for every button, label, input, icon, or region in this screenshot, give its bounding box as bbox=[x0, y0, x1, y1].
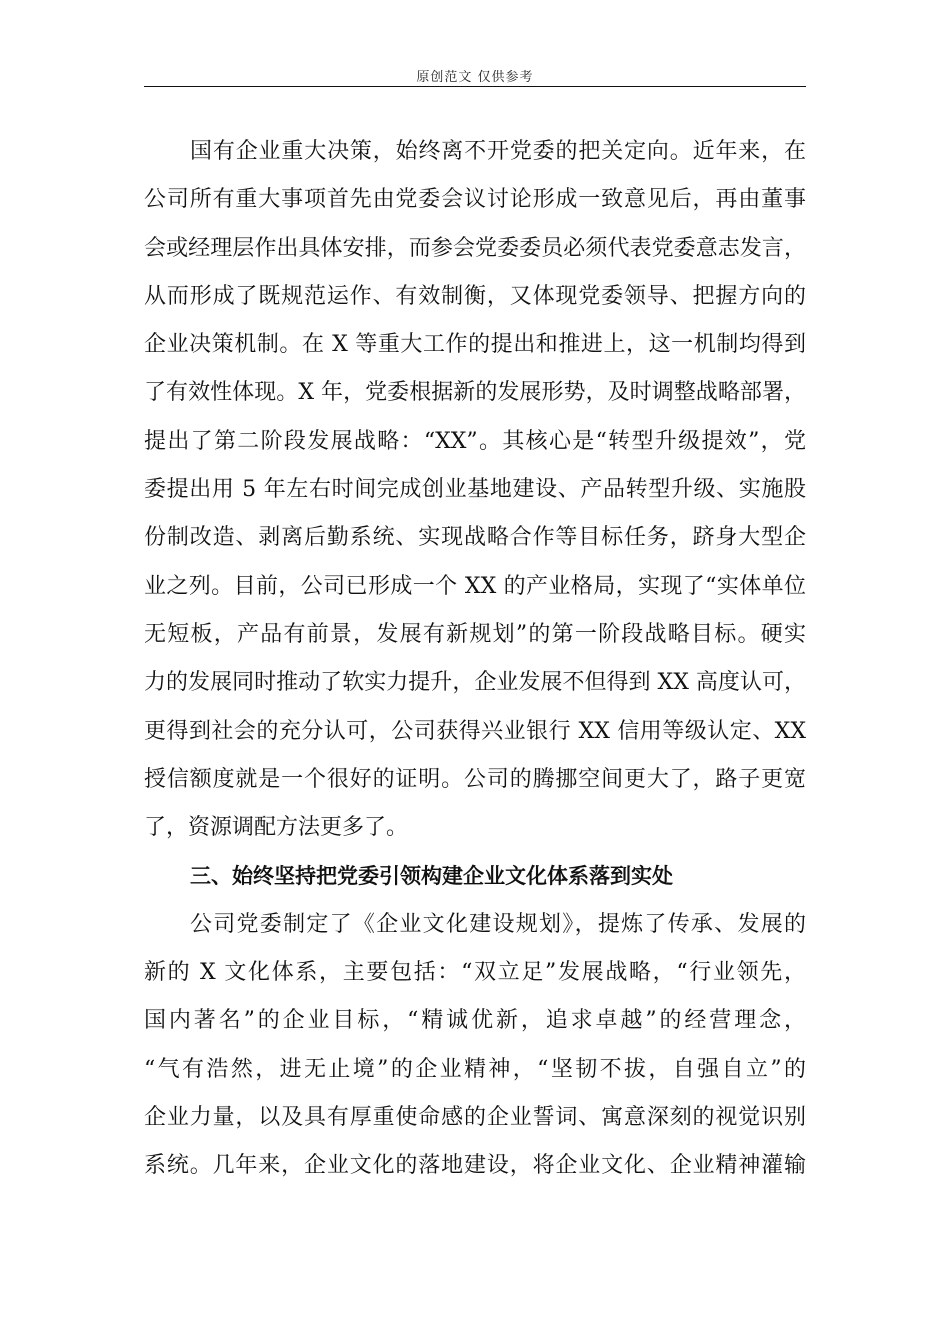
body-line: 企业力量，以及具有厚重使命感的企业誓词、寓意深刻的视觉识别 bbox=[144, 1104, 806, 1130]
body-line: 业之列。目前，公司已形成一个 XX 的产业格局，实现了“实体单位 bbox=[144, 573, 806, 599]
body-line: 力的发展同时推动了软实力提升，企业发展不但得到 XX 高度认可， bbox=[144, 670, 806, 696]
header-divider bbox=[144, 86, 806, 87]
body-line: 国内著名”的企业目标，“精诚优新，追求卓越”的经营理念， bbox=[144, 1008, 806, 1034]
document-body bbox=[144, 128, 806, 1191]
section-heading: 三、始终坚持把党委引领构建企业文化体系落到实处 bbox=[190, 864, 673, 889]
body-line: 更得到社会的充分认可，公司获得兴业银行 XX 信用等级认定、XX bbox=[144, 718, 806, 744]
page-header: 原创范文 仅供参考 bbox=[416, 70, 534, 85]
body-line: 授信额度就是一个很好的证明。公司的腾挪空间更大了，路子更宽 bbox=[144, 766, 806, 792]
body-line: 新的 X 文化体系，主要包括：“双立足”发展战略，“行业领先， bbox=[144, 960, 806, 986]
body-line: 提出了第二阶段发展战略：“XX”。其核心是“转型升级提效”，党 bbox=[144, 428, 806, 454]
body-line: 公司党委制定了《企业文化建设规划》，提炼了传承、发展的 bbox=[190, 911, 806, 937]
body-line: 了有效性体现。X 年，党委根据新的发展形势，及时调整战略部署， bbox=[144, 380, 806, 406]
body-line: 企业决策机制。在 X 等重大工作的提出和推进上，这一机制均得到 bbox=[144, 332, 806, 358]
body-line: “气有浩然，进无止境”的企业精神，“坚韧不拔，自强自立”的 bbox=[144, 1056, 806, 1082]
body-line: 系统。几年来，企业文化的落地建设，将企业文化、企业精神灌输 bbox=[144, 1153, 806, 1179]
body-line: 份制改造、剥离后勤系统、实现战略合作等目标任务，跻身大型企 bbox=[144, 525, 806, 551]
body-line: 了，资源调配方法更多了。 bbox=[144, 815, 409, 841]
body-line: 无短板，产品有前景，发展有新规划”的第一阶段战略目标。硬实 bbox=[144, 621, 806, 647]
body-line: 委提出用 5 年左右时间完成创业基地建设、产品转型升级、实施股 bbox=[144, 477, 806, 503]
body-line: 国有企业重大决策，始终离不开党委的把关定向。近年来，在 bbox=[190, 139, 806, 164]
body-line: 从而形成了既规范运作、有效制衡，又体现党委领导、把握方向的 bbox=[144, 283, 806, 309]
body-line: 公司所有重大事项首先由党委会议讨论形成一致意见后，再由董事 bbox=[144, 187, 806, 213]
body-line: 会或经理层作出具体安排，而参会党委委员必须代表党委意志发言， bbox=[144, 235, 806, 261]
